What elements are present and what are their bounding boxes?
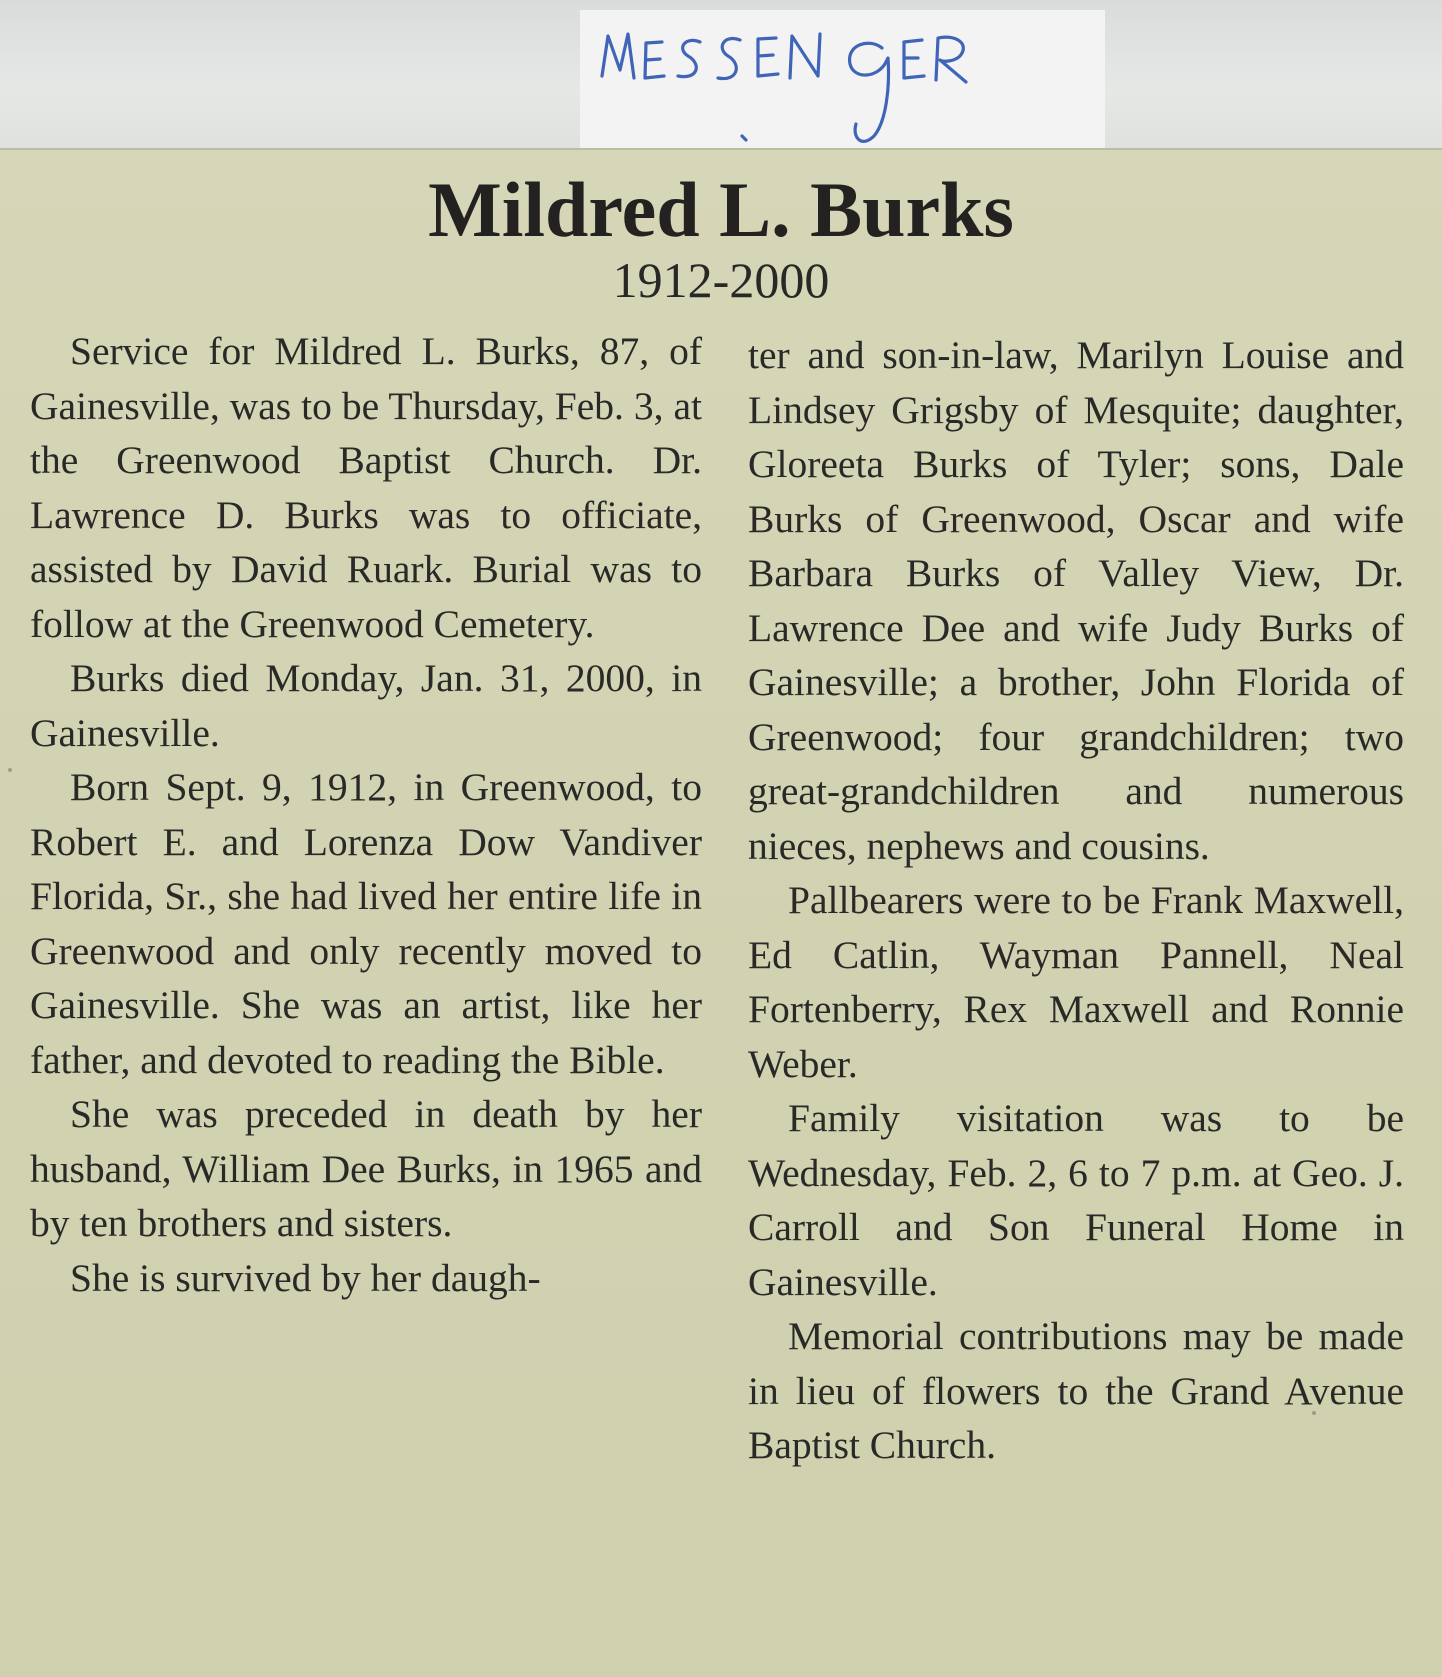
paragraph-survived-continued: ter and son-in-law, Marilyn Louise and Lindsey Grigsby of Mesquite; daughter, Gloreeta Burks of Tyler; sons, Dale Burks of Greenwood, Oscar and wife Barbara Burks of Valley View, Dr. Lawrence Dee and wife Judy Burks of Gainesville; a brother, John Florida of Greenwood; four grandchildren; two great-grandchildren and numerous nieces, nephews and cousins. xyxy=(748,333,1404,868)
right-column xyxy=(748,328,1404,1473)
paragraph-preceded: She was preceded in death by her husband, William Dee Burks, in 1965 and by ten brothers and sisters. xyxy=(30,1092,702,1245)
obituary-years: 1912-2000 xyxy=(612,252,830,308)
paper-speck xyxy=(8,768,12,772)
paragraph-death: Burks died Monday, Jan. 31, 2000, in Gainesville. xyxy=(30,656,702,755)
paragraph-pallbearers: Pallbearers were to be Frank Maxwell, Ed Catlin, Wayman Pannell, Neal Fortenberry, Rex Maxwell and Ronnie Weber. xyxy=(748,878,1404,1086)
left-column xyxy=(30,324,702,1305)
obituary-headline: Mildred L. Burks xyxy=(428,166,1014,253)
paragraph-visitation: Family visitation was to be Wednesday, Feb. 2, 6 to 7 p.m. at Geo. J. Carroll and Son Funeral Home in Gainesville. xyxy=(748,1096,1404,1304)
paragraph-service: Service for Mildred L. Burks, 87, of Gainesville, was to be Thursday, Feb. 3, at the Greenwood Baptist Church. Dr. Lawrence D. Burks was to officiate, assisted by David Ruark. Burial was to follow at the Greenwood Cemetery. xyxy=(30,329,702,646)
paragraph-survived-start: She is survived by her daugh- xyxy=(70,1255,541,1300)
paragraph-birth: Born Sept. 9, 1912, in Greenwood, to Robert E. and Lorenza Dow Vandiver Florida, Sr., she had lived her entire life in Greenwood and only recently moved to Gainesville. She was an artist, like her father, and devoted to reading the Bible. xyxy=(30,765,702,1082)
paper-speck xyxy=(1312,1411,1316,1415)
handwritten-messenger-note xyxy=(590,18,1100,146)
paragraph-memorial: Memorial contributions may be made in lieu of flowers to the Grand Avenue Baptist Church. xyxy=(748,1314,1404,1467)
newspaper-clipping xyxy=(0,148,1442,1677)
